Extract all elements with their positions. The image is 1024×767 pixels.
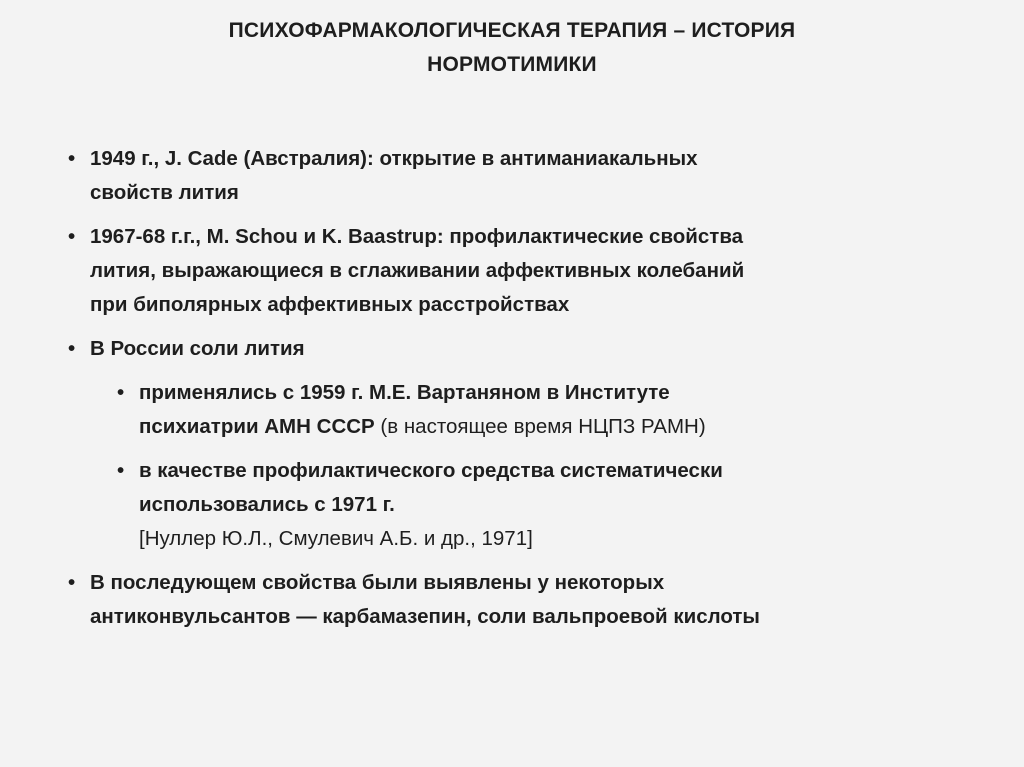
bullet-icon: • — [68, 147, 76, 170]
bullet-text-bold: психиатрии АМН СССР — [139, 415, 375, 438]
sub-bullet-item-1971 — [117, 454, 968, 556]
bullet-item-schou — [68, 220, 968, 322]
bullet-text: 1949 г., J. Cade (Австралия): открытие в антиманиакальных — [90, 147, 698, 170]
bullet-icon: • — [68, 225, 76, 248]
title-line-2: НОРМОТИМИКИ — [427, 53, 597, 76]
bullet-text-normal: (в настоящее время НЦПЗ РАМН) — [374, 415, 706, 438]
bullet-item-anticonvulsants — [68, 566, 968, 634]
bullet-text: лития, выражающиеся в сглаживании аффективных колебаний — [90, 259, 745, 282]
citation: [Нуллер Ю.Л., Смулевич А.Б. и др., 1971] — [139, 527, 533, 550]
bullet-text-line-2 — [139, 410, 968, 444]
bullet-text: 1967-68 г.г., M. Schou и K. Baastrup: профилактические свойства — [90, 225, 744, 248]
bullet-item-cade — [68, 142, 968, 210]
bullet-text: антиконвульсантов — карбамазепин, соли вальпроевой кислоты — [90, 605, 760, 628]
bullet-text: свойств лития — [90, 181, 239, 204]
bullet-text: применялись с 1959 г. М.Е. Вартаняном в Институте — [139, 381, 670, 404]
bullet-text: при биполярных аффективных расстройствах — [90, 293, 570, 316]
bullet-icon: • — [68, 571, 76, 594]
slide-title — [60, 14, 964, 82]
bullet-list — [68, 142, 968, 644]
bullet-icon: • — [117, 381, 125, 404]
bullet-text: в качестве профилактического средства систематически — [139, 459, 723, 482]
bullet-text: В России соли лития — [90, 337, 305, 360]
bullet-item-russia — [68, 332, 968, 366]
bullet-icon: • — [117, 459, 125, 482]
sub-bullet-item-1959 — [117, 376, 968, 444]
bullet-text: использовались с 1971 г. — [139, 493, 395, 516]
bullet-icon: • — [68, 337, 76, 360]
title-line-1: ПСИХОФАРМАКОЛОГИЧЕСКАЯ ТЕРАПИЯ – ИСТОРИЯ — [228, 19, 796, 42]
bullet-text: В последующем свойства были выявлены у некоторых — [90, 571, 665, 594]
